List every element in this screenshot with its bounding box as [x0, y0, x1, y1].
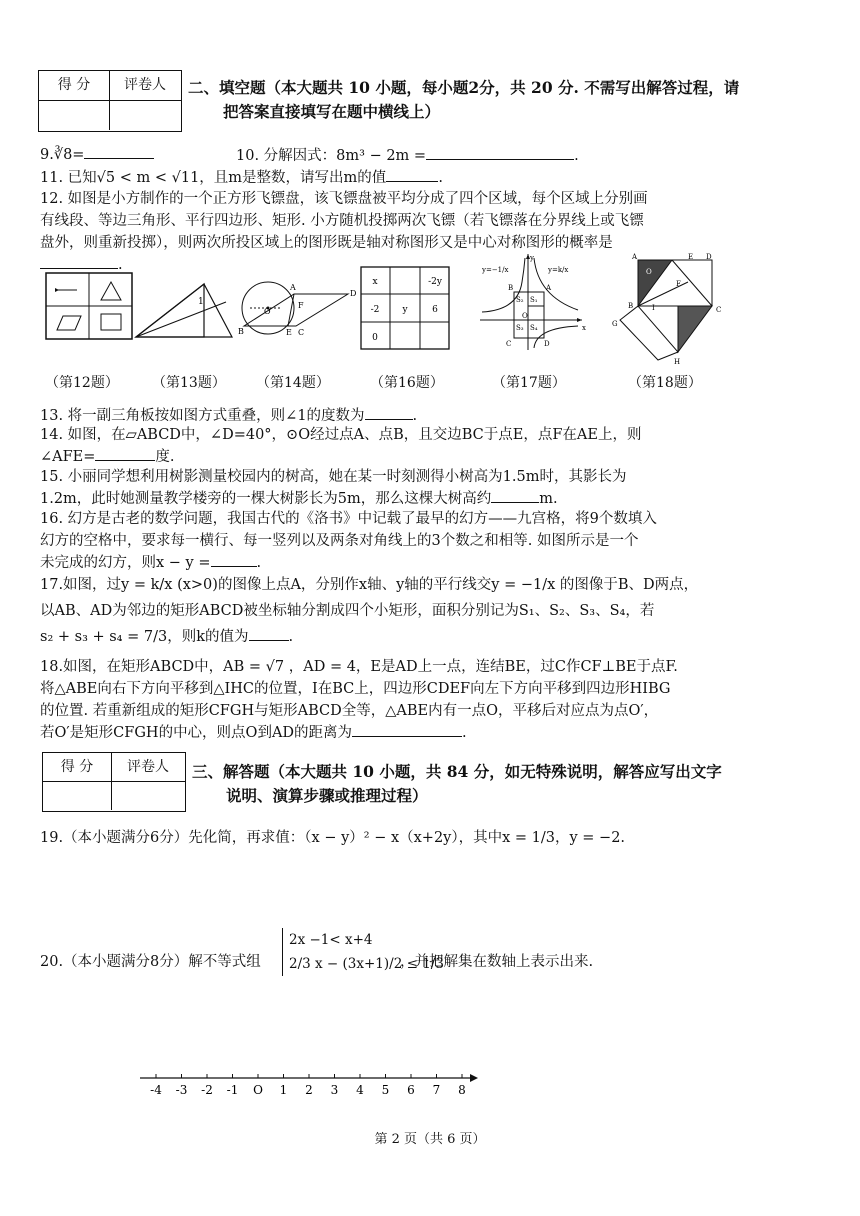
caption-fig14: （第14题）: [256, 375, 330, 391]
cell-r1c3: -2y: [428, 277, 442, 287]
answer-blank[interactable]: [365, 405, 413, 420]
cell-r2c3: 6: [432, 305, 438, 315]
number-line-tick-label: 2: [305, 1083, 313, 1097]
point-F: F: [676, 280, 681, 288]
curve-label-neg: y=−1/x: [482, 266, 509, 274]
answer-blank[interactable]: [84, 144, 154, 159]
figure-18-rectangles: [612, 252, 724, 366]
point-O: O: [264, 307, 271, 316]
question-13: 13. 将一副三角板按如图方式重叠，则∠1的度数为 .: [40, 404, 417, 425]
number-line[interactable]: [136, 1068, 482, 1102]
point-H: H: [674, 358, 681, 366]
point-I: I: [652, 304, 655, 312]
origin-label: O: [522, 312, 528, 320]
point-D: D: [706, 253, 712, 261]
number-line-tick-label: 7: [432, 1083, 441, 1097]
score-table: [38, 70, 182, 132]
point-E: E: [286, 328, 292, 337]
question-20-suffix: ，并把解集在数轴上表示出来.: [400, 954, 594, 970]
question-11: 11. 已知√5 < m < √11，且m是整数，请写出m的值 .: [40, 166, 443, 187]
figure-16-magic-square: [360, 266, 450, 350]
question-18: 18.如图，在矩形ABCD中，AB = √7 ，AD = 4，E是AD上一点，连结BE，过C作CF⊥BE于点F. 将△ABE向右下方向平移到△IHC的位置，I在BC上，四边形CDEF向左下方向平移到四边形HIBG 的位置. 若重新组成的矩形CFGH与矩形ABCD全等，△ABE内有一点O，平移后对应点为点O′， 若O′是矩形CFGH的中心，则点O到AD的距离为 .: [40, 659, 678, 741]
figure-12-dartboard: [45, 272, 133, 340]
number-line-tick-label: 6: [407, 1083, 415, 1097]
point-F: F: [298, 301, 304, 310]
figure-17-graph: [478, 252, 588, 352]
score-label: 得 分: [39, 71, 110, 101]
answer-blank[interactable]: [95, 446, 155, 461]
question-19: 19.（本小题满分6分）先化简，再求值：（x − y）² − x（x+2y），其中x = 1/3，y = −2.: [40, 830, 626, 846]
grader-label: 评卷人: [111, 753, 185, 782]
answer-blank[interactable]: [352, 722, 462, 737]
point-A: A: [290, 283, 296, 292]
area-s2: S₂: [516, 296, 524, 304]
area-s4: S₄: [530, 324, 538, 332]
point-O: O: [646, 268, 652, 276]
question-16: 16. 幻方是古老的数学问题，我国古代的《洛书》中记载了最早的幻方——九宫格，将9个数填入 幻方的空格中，要求每一横行、每一竖列以及两条对角线上的3个数之和相等. 如图所示是一个 未完成的幻方，则x − y = .: [40, 511, 657, 571]
axis-x-label: x: [582, 324, 586, 332]
number-line-tick-label: -3: [175, 1083, 188, 1097]
caption-fig16: （第16题）: [370, 375, 444, 391]
point-C: C: [716, 306, 722, 314]
caption-fig18: （第18题）: [628, 375, 702, 391]
question-15: 15. 小丽同学想利用树影测量校园内的树高，她在某一时刻测得小树高为1.5m时，其影长为 1.2m，此时她测量教学楼旁的一棵大树影长为5m，那么这棵大树高约 m.: [40, 469, 627, 507]
point-B: B: [508, 284, 514, 292]
score-cell: [39, 100, 110, 130]
inequality-system: 2x −1< x+4 2/3 x − (3x+1)/2 ≤ 1/3: [282, 928, 444, 976]
answer-blank[interactable]: [426, 145, 574, 160]
question-20: 20.（本小题满分8分）解不等式组: [40, 954, 261, 970]
number-line-tick-label: -1: [226, 1083, 239, 1097]
number-line-tick-label: 3: [330, 1083, 339, 1097]
cell-r2c2: y: [402, 305, 408, 315]
question-14: 14. 如图，在▱ABCD中，∠D=40°，⊙O经过点A、点B，且交边BC于点E，点F在AE上，则 ∠AFE= 度.: [40, 427, 642, 465]
score-cell: [43, 781, 112, 810]
number-line-tick-label: 5: [381, 1083, 390, 1097]
answer-blank[interactable]: [40, 254, 118, 269]
point-C: C: [506, 340, 512, 348]
number-line-tick-label: -4: [150, 1083, 162, 1097]
answer-blank[interactable]: [491, 488, 539, 503]
answer-blank[interactable]: [249, 626, 289, 641]
grader-label: 评卷人: [109, 71, 181, 101]
figure-14-circle: [238, 278, 358, 338]
curve-label-k: y=k/x: [548, 266, 569, 274]
caption-fig13: （第13题）: [152, 375, 226, 391]
figure-13-triangles: [134, 282, 234, 338]
score-table: [42, 752, 186, 812]
question-12: 12. 如图是小方制作的一个正方形飞镖盘，该飞镖盘被平均分成了四个区域，每个区域上分别画 有线段、等边三角形、平行四边形、矩形. 小方随机投掷两次飞镖（若飞镖落在分界线上或飞镖 盘外，则重新投掷），则两次所投区域上的图形既是轴对称图形又是中心对称图形的概率是 .: [40, 191, 648, 273]
number-line-tick-label: 4: [356, 1083, 364, 1097]
page-footer: 第 2 页（共 6 页）: [374, 1132, 486, 1147]
question-10: 10. 分解因式：8m³ − 2m = .: [236, 144, 579, 165]
axis-y-label: y: [530, 254, 534, 262]
point-D: D: [350, 289, 357, 298]
cell-r3c1: 0: [372, 333, 378, 343]
caption-fig12: （第12题）: [45, 375, 119, 391]
caption-fig17: （第17题）: [492, 375, 566, 391]
number-line-tick-label: -2: [201, 1083, 213, 1097]
point-B: B: [238, 327, 244, 336]
number-line-tick-label: 1: [279, 1083, 288, 1097]
point-D: D: [544, 340, 550, 348]
area-s3: S₃: [516, 324, 524, 332]
point-C: C: [298, 328, 305, 337]
cell-r2c1: -2: [370, 305, 380, 315]
point-E: E: [688, 253, 694, 261]
point-G: G: [612, 320, 618, 328]
answer-blank[interactable]: [386, 167, 438, 182]
angle-1-label: 1: [198, 297, 204, 307]
section-title: 三、解答题（本大题共 10 小题，共 84 分，如无特殊说明，解答应写出文字 说明、演算步骤或推理过程）: [192, 762, 722, 805]
question-17: 17.如图，过y = k/x (x>0)的图像上点A，分别作x轴、y轴的平行线交y = −1/x 的图像于B、D两点， 以AB、AD为邻边的矩形ABCD被坐标轴分割成四个小矩形，面积分别记为S₁、S₂、S₃、S₄，若 s₂ + s₃ + s₄ = 7/3，则k的值为 .: [40, 577, 699, 645]
score-label: 得 分: [43, 753, 112, 782]
number-line-tick-label: 8: [458, 1083, 466, 1097]
cell-r1c1: x: [372, 277, 378, 287]
point-A: A: [632, 253, 638, 261]
area-s1: S₁: [530, 296, 538, 304]
question-9: 9.∛8=: [40, 144, 154, 163]
number-line-tick-label: O: [253, 1083, 263, 1097]
section-title: 二、填空题（本大题共 10 小题，每小题2分，共 20 分. 不需写出解答过程，请 把答案直接填写在题中横线上）: [188, 78, 740, 121]
point-A: A: [546, 284, 552, 292]
point-B: B: [628, 302, 634, 310]
answer-blank[interactable]: [211, 552, 257, 567]
